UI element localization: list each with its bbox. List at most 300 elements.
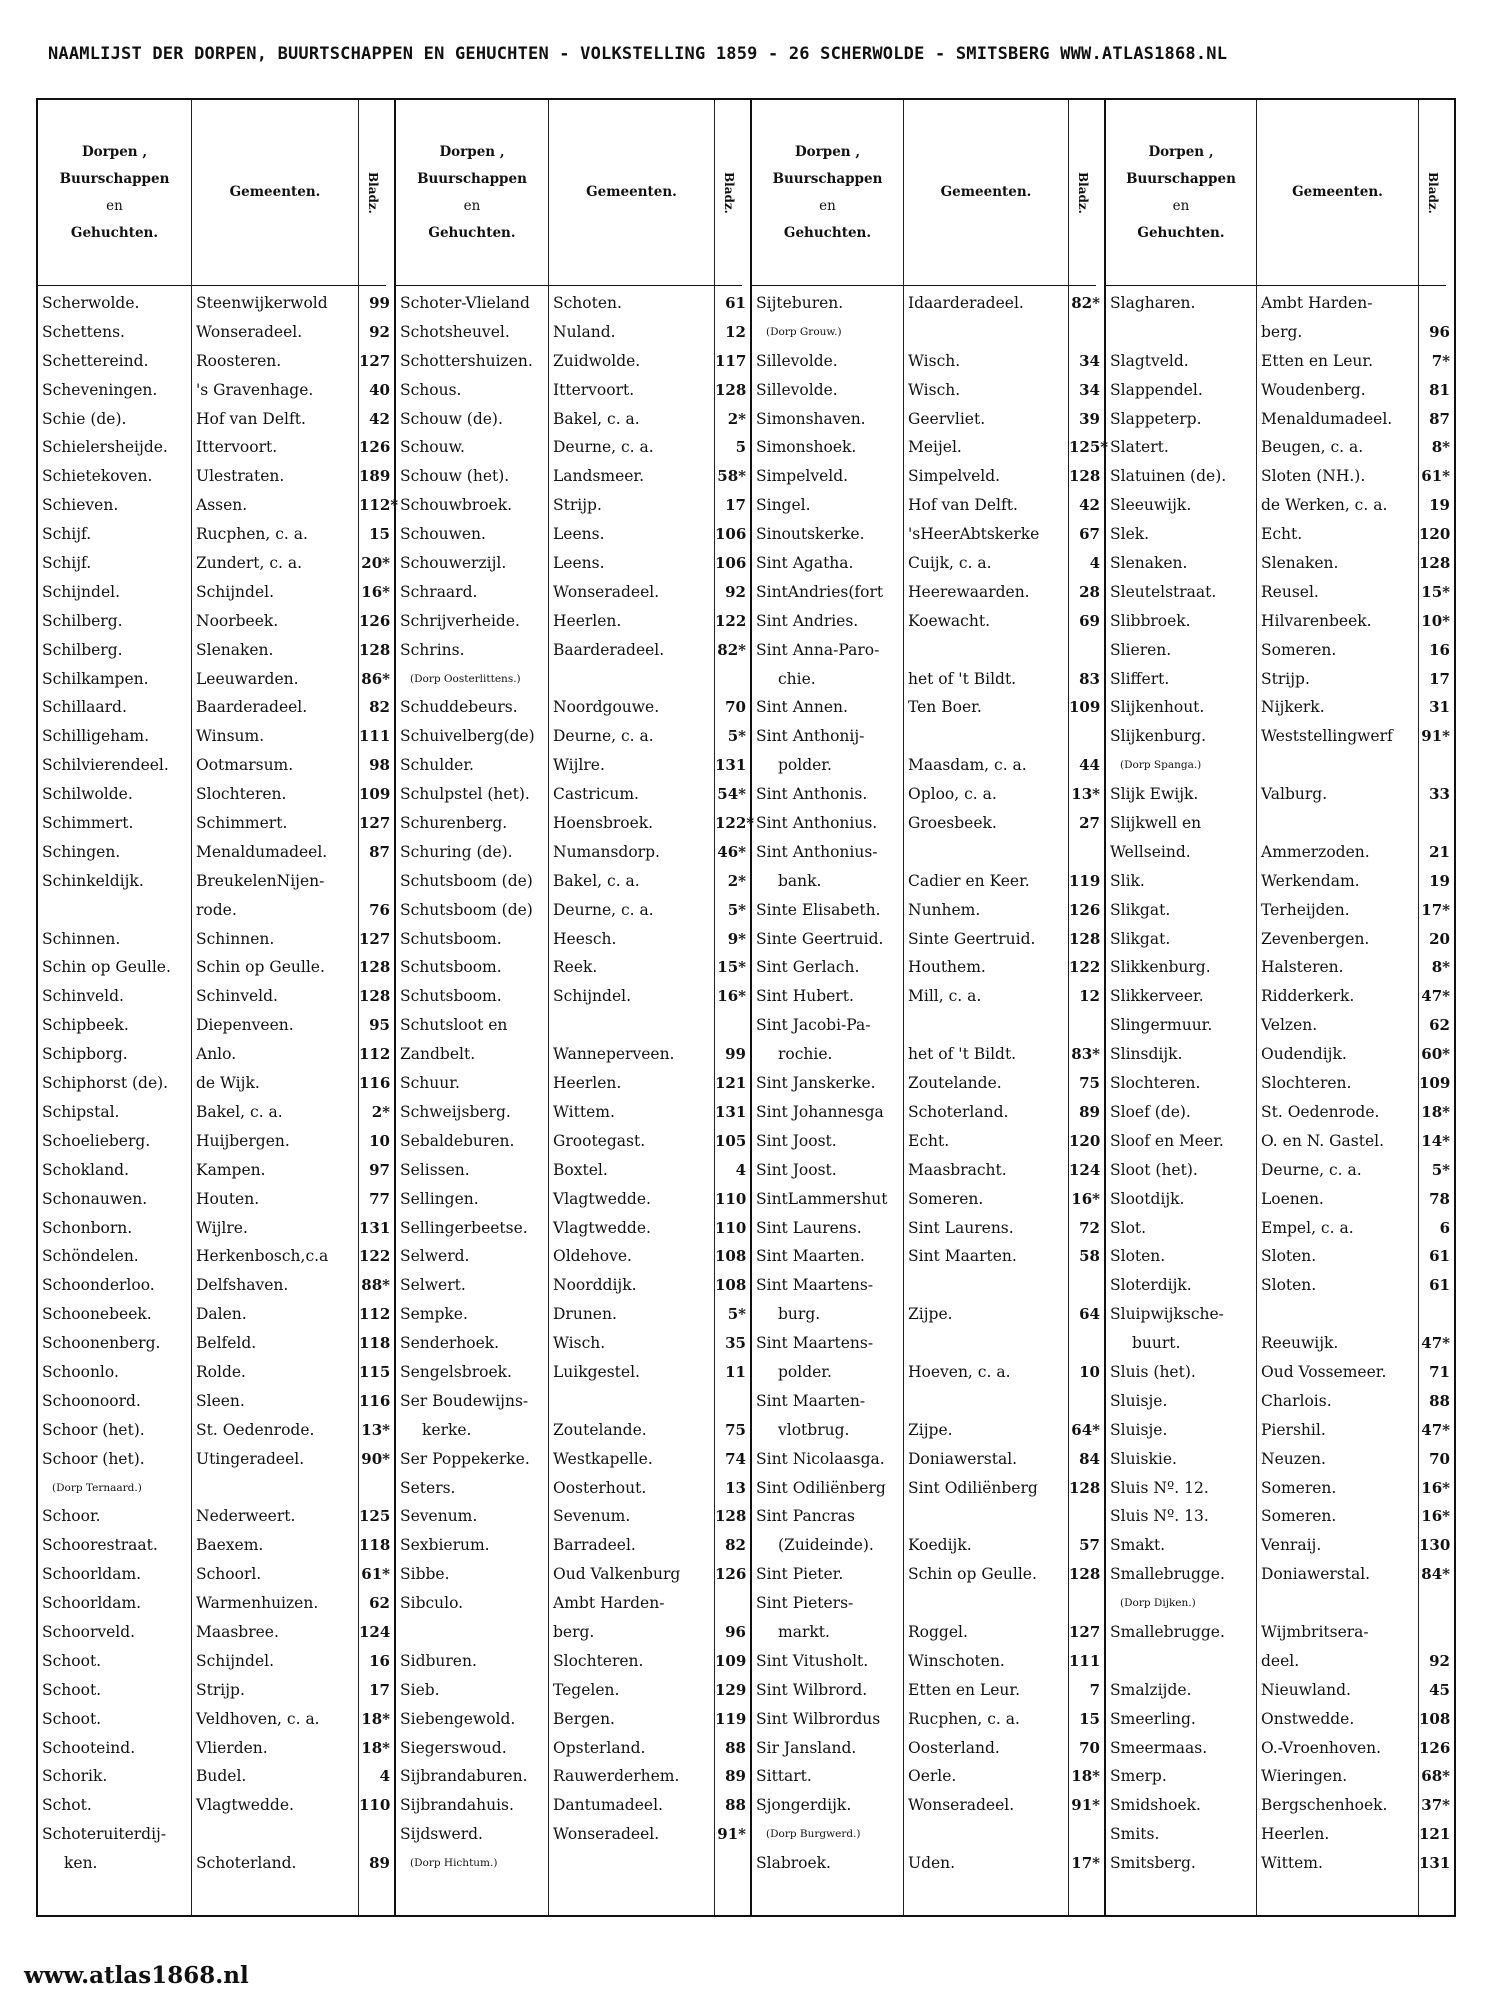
municipality-cell: Deurne, c. a. (553, 727, 654, 746)
place-name-cell: Sint Anna-Paro- (756, 640, 880, 659)
page-number-cell: 117 (715, 351, 747, 370)
place-name-cell: (Zuideinde). (778, 1536, 874, 1555)
page-number-cell (1069, 318, 1104, 347)
header-line: Buurschappen (772, 170, 883, 187)
municipality-cell (904, 1329, 1068, 1358)
municipality-cell: Houthem. (908, 958, 986, 977)
page-number-cell: 87 (1429, 409, 1450, 428)
place-name-cell: Sengelsbroek. (400, 1362, 512, 1381)
municipality-cell: Wonseradeel. (196, 322, 303, 341)
place-name-cell: Smeerling. (1110, 1709, 1196, 1728)
place-name-cell: Slibbroek. (1110, 611, 1191, 630)
page-number-cell: 18* (1421, 1102, 1450, 1121)
page-number-cell: 7* (1431, 351, 1450, 370)
municipality-cell: Schoterland. (908, 1102, 1009, 1121)
place-name-cell: Sint Andries. (756, 611, 859, 630)
place-name-cell: Schoot. (42, 1709, 102, 1728)
place-name-cell: Schutsboom. (400, 987, 502, 1006)
municipality-cell: Numansdorp. (553, 842, 660, 861)
page-number-cell: 108 (715, 1247, 747, 1266)
place-name-cell: Sibbe. (400, 1565, 450, 1584)
place-name-cell: Slikgat. (1110, 900, 1171, 919)
dorpen-column (396, 100, 548, 1915)
page-number-cell: 15* (717, 958, 746, 977)
place-name-cell: Sijteburen. (756, 294, 844, 312)
municipality-cell: Meijel. (908, 438, 962, 457)
page-number-cell: 108 (1419, 1709, 1451, 1728)
page-number-cell: 119 (1069, 871, 1101, 890)
place-name-cell: Sloot (het). (1110, 1160, 1198, 1179)
municipality-cell: Slenaken. (196, 640, 274, 659)
header-line: Gehuchten. (783, 224, 872, 241)
page-number-cell: 116 (359, 1074, 391, 1093)
municipality-cell: Nieuwland. (1261, 1680, 1351, 1699)
header-label: Gemeenten. (229, 184, 321, 200)
municipality-cell: Reeuwijk. (1261, 1334, 1339, 1353)
place-name-cell: Schuring (de). (400, 842, 513, 861)
place-name-cell: Schutsloot en (400, 1016, 508, 1035)
municipality-cell (1257, 751, 1418, 780)
place-name-cell: (Dorp Ternaard.) (52, 1481, 142, 1494)
place-name-cell: Slikkerveer. (1110, 987, 1204, 1006)
municipality-cell (192, 1474, 358, 1503)
page-number-cell: 112 (359, 1045, 391, 1064)
place-name-cell: Sluis (het). (1110, 1362, 1196, 1381)
bladz-header (359, 100, 386, 286)
page-number-cell: 89 (725, 1767, 746, 1786)
place-name-cell: Sint Joost. (756, 1131, 837, 1150)
municipality-cell: Steenwijkerwold (196, 294, 328, 312)
place-name-cell: Schous. (400, 380, 462, 399)
page-number-cell: 60* (1421, 1045, 1450, 1064)
page-number-cell: 128 (359, 958, 391, 977)
page-number-cell (1419, 1618, 1454, 1647)
municipality-cell: Wonseradeel. (908, 1796, 1015, 1815)
place-name-cell: Sluis Nº. 12. (1110, 1478, 1209, 1497)
municipality-cell: Wanneperveen. (553, 1045, 675, 1064)
page-number-cell: 119 (715, 1709, 747, 1728)
place-name-cell: Smalzijde. (1110, 1680, 1192, 1699)
page-number-cell: 131 (715, 1102, 747, 1121)
place-name-cell: Sijbrandaburen. (400, 1767, 528, 1786)
place-name-cell: chie. (778, 669, 816, 688)
municipality-cell: Wittem. (553, 1102, 615, 1121)
page-number-cell: 16 (369, 1651, 390, 1670)
municipality-cell: Leeuwarden. (196, 669, 299, 688)
page-number-cell: 34 (1079, 380, 1100, 399)
place-name-cell: Smallebrugge. (1110, 1565, 1225, 1584)
place-name-cell: Sint Nicolaasga. (756, 1449, 885, 1468)
page-number-cell (1069, 838, 1104, 867)
page-number-cell: 5* (727, 900, 746, 919)
municipality-cell (904, 1820, 1068, 1849)
municipality-cell: Oosterland. (908, 1738, 1000, 1757)
municipality-cell: Sleen. (196, 1391, 245, 1410)
page-number-cell: 131 (1419, 1854, 1451, 1873)
page-number-cell: 61 (1429, 1276, 1450, 1295)
municipality-cell: Wieringen. (1261, 1767, 1348, 1786)
place-name-cell: Schonborn. (42, 1218, 133, 1237)
page-number-cell: 125 (359, 1507, 391, 1526)
place-name-cell: polder. (778, 1362, 832, 1381)
municipality-cell: Schijndel. (196, 582, 275, 601)
place-name-cell: Smidshoek. (1110, 1796, 1201, 1815)
page-number-cell: 127 (359, 814, 391, 833)
place-name-cell: Schuur. (400, 1074, 460, 1093)
municipality-cell: Hoensbroek. (553, 814, 654, 833)
gemeenten-column (903, 100, 1068, 1915)
place-name-cell: Schillaard. (42, 698, 127, 717)
municipality-cell: Venraij. (1261, 1536, 1322, 1555)
page-number-cell: 127 (359, 929, 391, 948)
page-number-cell (1069, 722, 1104, 751)
page-number-cell (1069, 1271, 1104, 1300)
municipality-cell: O. en N. Gastel. (1261, 1131, 1385, 1150)
municipality-cell: Sint Maarten. (908, 1247, 1017, 1266)
municipality-cell: Sloten. (1261, 1276, 1317, 1295)
municipality-cell: Sloten. (1261, 1247, 1317, 1266)
municipality-cell: Zijpe. (908, 1305, 953, 1324)
page-number-cell (715, 1387, 750, 1416)
place-name-cell: Sint Pieter. (756, 1565, 844, 1584)
place-name-cell: Slagtveld. (1110, 351, 1189, 370)
page-number-cell: 74 (725, 1449, 746, 1468)
municipality-cell: Ambt Harden- (553, 1594, 665, 1613)
page-number-cell: 128 (715, 380, 747, 399)
place-name-cell: Slikkenburg. (1110, 958, 1211, 977)
municipality-cell: Anlo. (196, 1045, 237, 1064)
page-number-cell (1419, 809, 1454, 838)
place-name-cell: Smerp. (1110, 1767, 1167, 1786)
place-name-cell: SintAndries(fort (756, 582, 884, 601)
place-name-cell: Simonshoek. (756, 438, 857, 457)
municipality-cell: Baexem. (196, 1536, 264, 1555)
municipality-cell: Strijp. (553, 496, 602, 515)
municipality-cell: de Wijk. (196, 1074, 260, 1093)
page-number-cell: 129 (715, 1680, 747, 1699)
municipality-cell (192, 1820, 358, 1849)
place-name-cell: Schoor (het). (42, 1449, 145, 1468)
place-name-cell: Sibculo. (400, 1594, 464, 1613)
page-number-cell: 16* (1421, 1507, 1450, 1526)
page-number-cell (1069, 1502, 1104, 1531)
place-name-cell: Schietekoven. (42, 467, 153, 486)
page-number-cell: 16* (361, 582, 390, 601)
page-number-cell: 130 (1419, 1536, 1451, 1555)
municipality-cell: Ambt Harden- (1261, 294, 1373, 312)
municipality-cell: deel. (1261, 1651, 1300, 1670)
municipality-cell: Zevenbergen. (1261, 929, 1370, 948)
municipality-cell: Schimmert. (196, 814, 288, 833)
municipality-cell: Wijmbritsera- (1261, 1622, 1369, 1641)
page-number-cell: 112* (359, 496, 399, 515)
municipality-cell: Hof van Delft. (196, 409, 306, 428)
place-name-cell: Schoot. (42, 1651, 102, 1670)
bladz-header (715, 100, 742, 286)
place-name-cell: Schettens. (42, 322, 125, 341)
place-name-cell: Sint Anthonij- (756, 727, 865, 746)
header-line: Gehuchten. (70, 224, 159, 241)
municipality-cell: Schinveld. (196, 987, 278, 1006)
page-number-cell: 122 (715, 611, 747, 630)
header-label: Bladz. (722, 171, 736, 214)
place-name-cell: Scheveningen. (42, 380, 158, 399)
place-name-cell: Schuivelberg(de) (400, 727, 535, 746)
municipality-cell: Uden. (908, 1854, 956, 1873)
page-number-cell: 19 (1429, 871, 1450, 890)
municipality-cell: Zijpe. (908, 1420, 953, 1439)
place-name-cell: Sittart. (756, 1767, 812, 1786)
place-name-cell: Sint Joost. (756, 1160, 837, 1179)
page-number-cell: 109 (359, 785, 391, 804)
place-name-cell: Smits. (1110, 1825, 1160, 1844)
page-number-cell: 7 (1089, 1680, 1100, 1699)
place-name-cell: Sint Laurens. (756, 1218, 862, 1237)
page-number-cell (715, 1011, 750, 1040)
place-name-cell: Schilligeham. (42, 727, 150, 746)
place-name-cell: Smitsberg. (1110, 1854, 1196, 1873)
place-name-cell: Schuddebeurs. (400, 698, 518, 717)
header-line: en (819, 197, 836, 214)
municipality-cell: Huijbergen. (196, 1131, 290, 1150)
place-name-cell: Slot. (1110, 1218, 1147, 1237)
municipality-cell: Oerle. (908, 1767, 957, 1786)
place-name-cell: Sijbrandahuis. (400, 1796, 514, 1815)
page-number-cell: 95 (369, 1016, 390, 1035)
page-number-cell: 89 (369, 1854, 390, 1873)
place-name-cell: Schouwbroek. (400, 496, 513, 515)
municipality-cell (904, 722, 1068, 751)
municipality-cell: Budel. (196, 1767, 247, 1786)
page-number-cell: 2* (727, 409, 746, 428)
place-name-cell: Schöndelen. (42, 1247, 139, 1266)
place-name-cell: Schijf. (42, 525, 92, 544)
municipality-cell: Schijndel. (553, 987, 632, 1006)
municipality-cell: Belfeld. (196, 1334, 257, 1353)
municipality-cell: Heerlen. (1261, 1825, 1330, 1844)
dorpen-header (1106, 100, 1256, 286)
municipality-cell: Barradeel. (553, 1536, 636, 1555)
municipality-cell: Heerlen. (553, 611, 622, 630)
place-name-cell: Sieb. (400, 1680, 440, 1699)
place-name-cell: Schilvierendeel. (42, 756, 169, 775)
place-name-cell (1106, 318, 1256, 347)
page-number-cell: 118 (359, 1536, 391, 1555)
page-number-cell: 76 (369, 900, 390, 919)
page-number-cell: 81 (1429, 380, 1450, 399)
place-name-cell: Sint Agatha. (756, 554, 854, 573)
page-number-cell: 110 (359, 1796, 391, 1815)
page-number-cell: 17* (1421, 900, 1450, 919)
page-number-cell: 47* (1421, 1420, 1450, 1439)
place-name-cell: Schoorldam. (42, 1594, 142, 1613)
place-name-cell: (Dorp Spanga.) (1120, 759, 1202, 772)
municipality-cell: Reusel. (1261, 582, 1319, 601)
page-number-cell (1419, 1589, 1454, 1618)
page-number-cell: 128 (359, 640, 391, 659)
place-name-cell: Slenaken. (1110, 554, 1188, 573)
municipality-cell: Ittervoort. (196, 438, 278, 457)
municipality-cell: Nederweert. (196, 1507, 296, 1526)
page-number-cell: 15 (1079, 1709, 1100, 1728)
place-name-cell: (Dorp Hichtum.) (410, 1857, 498, 1870)
bladz-column (1068, 100, 1109, 1915)
place-name-cell: Schoonderloo. (42, 1276, 155, 1295)
page-number-cell: 82* (717, 640, 746, 659)
place-name-cell: Schinkeldijk. (42, 871, 144, 890)
names-table (36, 98, 1456, 1917)
municipality-cell: Ammerzoden. (1261, 842, 1370, 861)
place-name-cell: Schotsheuvel. (400, 322, 510, 341)
municipality-cell: Diepenveen. (196, 1016, 294, 1035)
place-name-cell: Schilkampen. (42, 669, 149, 688)
place-name-cell: Schouw (het). (400, 467, 510, 486)
place-name-cell: Schoter-Vlieland (400, 294, 530, 312)
page-number-cell: 42 (1079, 496, 1100, 515)
municipality-cell: Velzen. (1261, 1016, 1318, 1035)
municipality-cell: Maasbracht. (908, 1160, 1007, 1179)
municipality-cell: Nuland. (553, 322, 616, 341)
page-number-cell (1069, 1387, 1104, 1416)
page-number-cell: 27 (1079, 814, 1100, 833)
municipality-cell: Someren. (1261, 1478, 1337, 1497)
municipality-cell: BreukelenNijen- (196, 871, 325, 890)
header-label: Bladz. (366, 171, 380, 214)
page-number-cell (1069, 1589, 1104, 1618)
page-number-cell: 13* (1071, 785, 1100, 804)
header-label: Bladz. (1076, 171, 1090, 214)
page-number-cell: 19 (1429, 496, 1450, 515)
page-number-cell: 17* (1071, 1854, 1100, 1873)
page-number-cell: 128 (715, 1507, 747, 1526)
table-quadrant (394, 100, 755, 1915)
page-number-cell: 61* (361, 1565, 390, 1584)
page-number-cell: 18* (361, 1738, 390, 1757)
municipality-cell (549, 1387, 714, 1416)
place-name-cell: ken. (64, 1854, 98, 1873)
municipality-cell (904, 1011, 1068, 1040)
gemeenten-column (191, 100, 358, 1915)
page-number-cell: 8* (1431, 958, 1450, 977)
page-number-cell: 128 (1069, 467, 1101, 486)
page-number-cell (1069, 636, 1104, 665)
place-name-cell: Sleutelstraat. (1110, 582, 1217, 601)
page-number-cell: 110 (715, 1218, 747, 1237)
page-number-cell: 6 (1439, 1218, 1450, 1237)
place-name-cell: Schweijsberg. (400, 1102, 511, 1121)
place-name-cell: Schoor. (42, 1507, 101, 1526)
page-number-cell: 67 (1079, 525, 1100, 544)
municipality-cell: Ulestraten. (196, 467, 285, 486)
municipality-cell: Vlagtwedde. (553, 1189, 651, 1208)
page-number-cell (1419, 1300, 1454, 1329)
page-number-cell: 83 (1079, 669, 1100, 688)
page-number-cell: 126 (715, 1565, 747, 1584)
municipality-cell: Rauwerderhem. (553, 1767, 680, 1786)
municipality-cell: Someren. (908, 1189, 984, 1208)
place-name-cell: Schoonlo. (42, 1362, 119, 1381)
municipality-cell: 's Gravenhage. (196, 380, 314, 399)
page-number-cell: 84 (1079, 1449, 1100, 1468)
place-name-cell: Schoor (het). (42, 1420, 145, 1439)
municipality-cell: Baarderadeel. (553, 640, 665, 659)
page-number-cell: 10 (1079, 1362, 1100, 1381)
municipality-cell: Zoutelande. (908, 1074, 1002, 1093)
page-number-cell: 47* (1421, 987, 1450, 1006)
municipality-cell: Neuzen. (1261, 1449, 1326, 1468)
place-name-cell: Sellingerbeetse. (400, 1218, 528, 1237)
municipality-cell: Schoterland. (196, 1854, 297, 1873)
municipality-cell: Piershil. (1261, 1420, 1326, 1439)
municipality-cell: Geervliet. (908, 409, 986, 428)
bladz-column (714, 100, 755, 1915)
page-number-cell (715, 1849, 750, 1878)
municipality-cell (1257, 1589, 1418, 1618)
page-number-cell: 106 (715, 525, 747, 544)
header-line: Dorpen , (81, 143, 148, 160)
header-line: Buurschappen (1126, 170, 1236, 187)
place-name-cell: Sinoutskerke. (756, 525, 865, 544)
municipality-cell: Nunhem. (908, 900, 981, 919)
municipality-cell: O.-Vroenhoven. (1261, 1738, 1382, 1757)
page-number-cell: 47* (1421, 1334, 1450, 1353)
municipality-cell: Roosteren. (196, 351, 282, 370)
dorpen-header (38, 100, 191, 286)
header-line: en (1172, 197, 1190, 214)
place-name-cell: Schraard. (400, 582, 478, 601)
municipality-cell: Hof van Delft. (908, 496, 1018, 515)
municipality-cell: Grootegast. (553, 1131, 646, 1150)
place-name-cell: kerke. (422, 1420, 472, 1439)
page-number-cell: 120 (1419, 525, 1451, 544)
header-line: Buurschappen (417, 170, 527, 187)
page-number-cell (715, 665, 750, 694)
table-quadrant (38, 100, 399, 1915)
municipality-cell: Charlois. (1261, 1391, 1332, 1410)
municipality-cell: Ootmarsum. (196, 756, 294, 775)
place-name-cell: Schijf. (42, 554, 92, 573)
place-name-cell: vlotbrug. (778, 1420, 850, 1439)
municipality-cell: Wisch. (908, 380, 961, 399)
gemeenten-header (192, 100, 358, 286)
page-number-cell (359, 1820, 394, 1849)
municipality-cell: Etten en Leur. (908, 1680, 1021, 1699)
municipality-cell: Castricum. (553, 785, 639, 804)
header-line: Dorpen , (794, 143, 861, 160)
municipality-cell: Leens. (553, 525, 605, 544)
municipality-cell: Rucphen, c. a. (196, 525, 308, 544)
page-number-cell: 124 (1069, 1160, 1101, 1179)
municipality-cell (549, 1011, 714, 1040)
municipality-cell: het of 't Bildt. (908, 669, 1017, 688)
municipality-cell: Halsteren. (1261, 958, 1344, 977)
page-number-cell: 128 (1069, 1565, 1101, 1584)
municipality-cell: Echt. (908, 1131, 950, 1150)
header-line: Gehuchten. (428, 224, 516, 241)
place-name-cell: Sevenum. (400, 1507, 478, 1526)
municipality-cell: Sloten (NH.). (1261, 467, 1366, 486)
header-line: Gehuchten. (1137, 224, 1225, 241)
page-number-cell: 189 (359, 467, 391, 486)
place-name-cell: Schimmert. (42, 814, 134, 833)
header-line: en (463, 197, 481, 214)
municipality-cell: Wonseradeel. (553, 1825, 660, 1844)
page-number-cell (1069, 1329, 1104, 1358)
place-name-cell: (Dorp Dijken.) (1120, 1597, 1196, 1610)
municipality-cell: Schoten. (553, 294, 622, 312)
place-name-cell: Schieven. (42, 496, 119, 515)
page-number-cell: 88 (725, 1796, 746, 1815)
